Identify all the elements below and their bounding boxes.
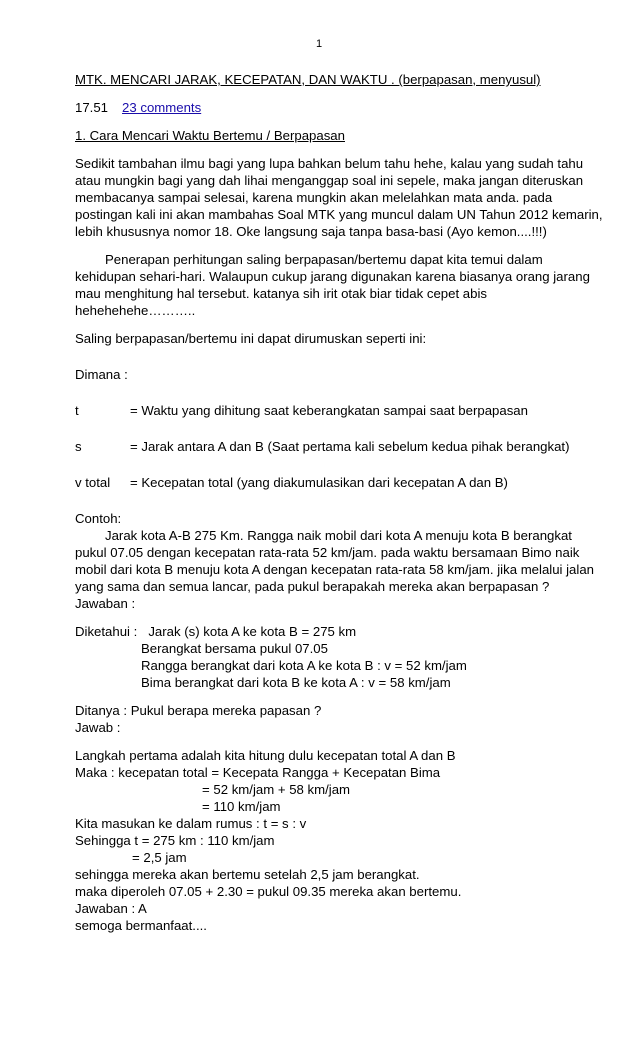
post-title: MTK. MENCARI JARAK, KECEPATAN, DAN WAKTU . (berpapasan, menyusul) [75, 72, 541, 87]
formula-intro: Saling berpapasan/bertemu ini dapat dirumuskan seperti ini: [75, 331, 427, 346]
definition-symbol: v total [75, 475, 111, 490]
post-meta [75, 99, 605, 116]
diketahui-first: Jarak (s) kota A ke kota B = 275 km [148, 624, 357, 639]
post-time: 17.51 [75, 100, 109, 115]
diketahui-line [75, 623, 605, 640]
diketahui-item: Berangkat bersama pukul 07.05 [141, 641, 328, 656]
solution-eq: = 110 km/jam [202, 799, 281, 814]
definition-text: = Waktu yang dihitung saat keberangkatan sampai saat berpapasan [130, 403, 528, 418]
definition-s [75, 438, 605, 455]
intro-paragraph: Sedikit tambahan ilmu bagi yang lupa bahkan belum tahu hehe, kalau yang sudah tahu atau mungkin bagi yang dah lihai menganggap soal ini sepele, maka jangan diteruskan membacanya sampai selesai, karena mungkin akan melelahkan mata anda. pada postingan kali ini akan mambahas Soal MTK yang muncul dalam UN Tahun 2012 kemarin, lebih khususnya nomor 18. Oke langsung saja tanpa basa-basi (Ayo kemon....!!!) [75, 156, 603, 239]
diketahui-item: Bima berangkat dari kota B ke kota A : v = 58 km/jam [141, 675, 451, 690]
definition-v [75, 474, 605, 491]
paragraph-application: Penerapan perhitungan saling berpapasan/bertemu dapat kita temui dalam kehidupan sehari-hari. Walaupun cukup jarang digunakan karena biasanya orang jarang mau menghitung hal tersebut. katanya sih irit otak biar tidak cepet abis hehehehehe……….. [75, 252, 590, 318]
definition-t [75, 402, 605, 419]
solution-eq: = 2,5 jam [132, 850, 187, 865]
document-body [75, 71, 605, 934]
diketahui-item: Rangga berangkat dari kota A ke kota B : v = 52 km/jam [141, 658, 467, 673]
page-number: 1 [315, 38, 323, 50]
definition-symbol: t [75, 403, 79, 418]
diketahui-label: Diketahui : [75, 624, 138, 639]
solution-step: Langkah pertama adalah kita hitung dulu kecepatan total A dan B [75, 748, 456, 763]
section-heading: 1. Cara Mencari Waktu Bertemu / Berpapasan [75, 128, 345, 143]
solution-rumus: Kita masukan ke dalam rumus : t = s : v [75, 816, 307, 831]
definition-text: = Jarak antara A dan B (Saat pertama kali sebelum kedua pihak berangkat) [130, 439, 570, 454]
solution-bertemu: sehingga mereka akan bertemu setelah 2,5 jam berangkat. [75, 867, 420, 882]
jawab-label: Jawab : [75, 720, 121, 735]
solution-maka: Maka : kecepatan total = Kecepata Rangga + Kecepatan Bima [75, 765, 441, 780]
definition-symbol: s [75, 439, 82, 454]
jawaban-label: Jawaban : [75, 596, 136, 611]
closing-text: semoga bermanfaat.... [75, 918, 207, 933]
solution-jawaban: Jawaban : A [75, 901, 147, 916]
comments-link[interactable]: 23 comments [122, 100, 202, 115]
solution-diperoleh: maka diperoleh 07.05 + 2.30 = pukul 09.35 mereka akan bertemu. [75, 884, 462, 899]
contoh-text: Jarak kota A-B 275 Km. Rangga naik mobil dari kota A menuju kota B berangkat pukul 07.05 dengan kecepatan rata-rata 52 km/jam. pada waktu bersamaan Bimo naik mobil dari kota B menuju kota A dengan kecepatan rata-rata 58 km/jam. jika melalui jalan yang sama dan semua lancar, pada pukul berapakah mereka akan berpapasan ? [75, 528, 594, 594]
contoh-label: Contoh: [75, 511, 122, 526]
dimana-label: Dimana : [75, 367, 128, 382]
ditanya-line: Ditanya : Pukul berapa mereka papasan ? [75, 703, 322, 718]
solution-eq: = 52 km/jam + 58 km/jam [202, 782, 351, 797]
solution-sehingga: Sehingga t = 275 km : 110 km/jam [75, 833, 275, 848]
definition-text: = Kecepatan total (yang diakumulasikan dari kecepatan A dan B) [130, 475, 508, 490]
